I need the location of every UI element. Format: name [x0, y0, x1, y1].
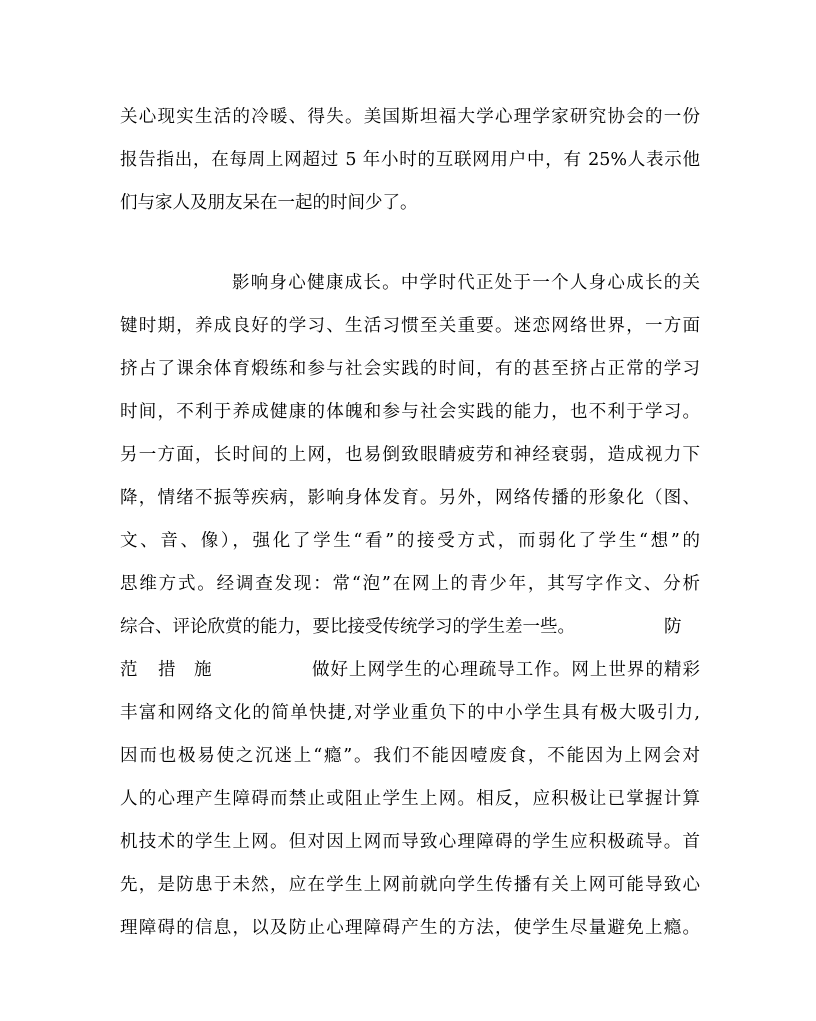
section-heading-char-1: 防	[664, 617, 682, 637]
paragraph-3-line-1: 丰富和网络文化的简单快捷,对学业重负下的中小学生具有极大吸引力,	[120, 703, 700, 723]
section-heading-char-3: 措	[158, 660, 176, 680]
paragraph-3-line-2: 因而也极易使之沉迷上“瘾”。我们不能因噎废食，不能因为上网会对	[120, 746, 700, 766]
paragraph-2-line-6: 降，情绪不振等疾病，影响身体发育。另外，网络传播的形象化（图、	[120, 488, 700, 508]
section-heading-char-2: 范	[120, 660, 138, 680]
paragraph-2-line-5: 另一方面，长时间的上网，也易倒致眼睛疲劳和神经衰弱，造成视力下	[120, 445, 700, 465]
paragraph-3-line-5: 先，是防患于未然，应在学生上网前就向学生传播有关上网可能导致心	[120, 875, 700, 895]
paragraph-2-line-8: 思维方式。经调查发现：常“泡”在网上的青少年，其写字作文、分析	[120, 574, 700, 594]
paragraph-1-line-3: 们与家人及朋友呆在一起的时间少了。	[120, 193, 418, 213]
paragraph-1-line-1: 关心现实生活的冷暖、得失。美国斯坦福大学心理学家研究协会的一份	[120, 107, 700, 127]
heading-line-text: 做好上网学生的心理疏导工作。网上世界的精彩	[312, 660, 700, 680]
paragraph-2-line-2: 键时期，养成良好的学习、生活习惯至关重要。迷恋网络世界，一方面	[120, 316, 700, 336]
paragraph-2-line-3: 挤占了课余体育煅练和参与社会实践的时间，有的甚至挤占正常的学习	[120, 359, 700, 379]
paragraph-2-line-1: 影响身心健康成长。中学时代正处于一个人身心成长的关	[232, 273, 700, 293]
paragraph-3-line-4: 机技术的学生上网。但对因上网而导致心理障碍的学生应积极疏导。首	[120, 832, 700, 852]
paragraph-3-line-3: 人的心理产生障碍而禁止或阻止学生上网。相反，应积极让已掌握计算	[120, 789, 700, 809]
paragraph-2-line-9: 综合、评论欣赏的能力，要比接受传统学习的学生差一些。	[120, 617, 575, 637]
paragraph-1-line-2: 报告指出，在每周上网超过 5 年小时的互联网用户中，有 25%人表示他	[120, 150, 700, 170]
paragraph-2-line-7: 文、音、像），强化了学生“看”的接受方式，而弱化了学生“想”的	[120, 531, 700, 551]
paragraph-3-line-6: 理障碍的信息，以及防止心理障碍产生的方法，使学生尽量避免上瘾。	[120, 918, 700, 938]
section-heading-char-4: 施	[194, 660, 212, 680]
paragraph-2-line-4: 时间，不利于养成健康的体魄和参与社会实践的能力，也不利于学习。	[120, 402, 700, 422]
